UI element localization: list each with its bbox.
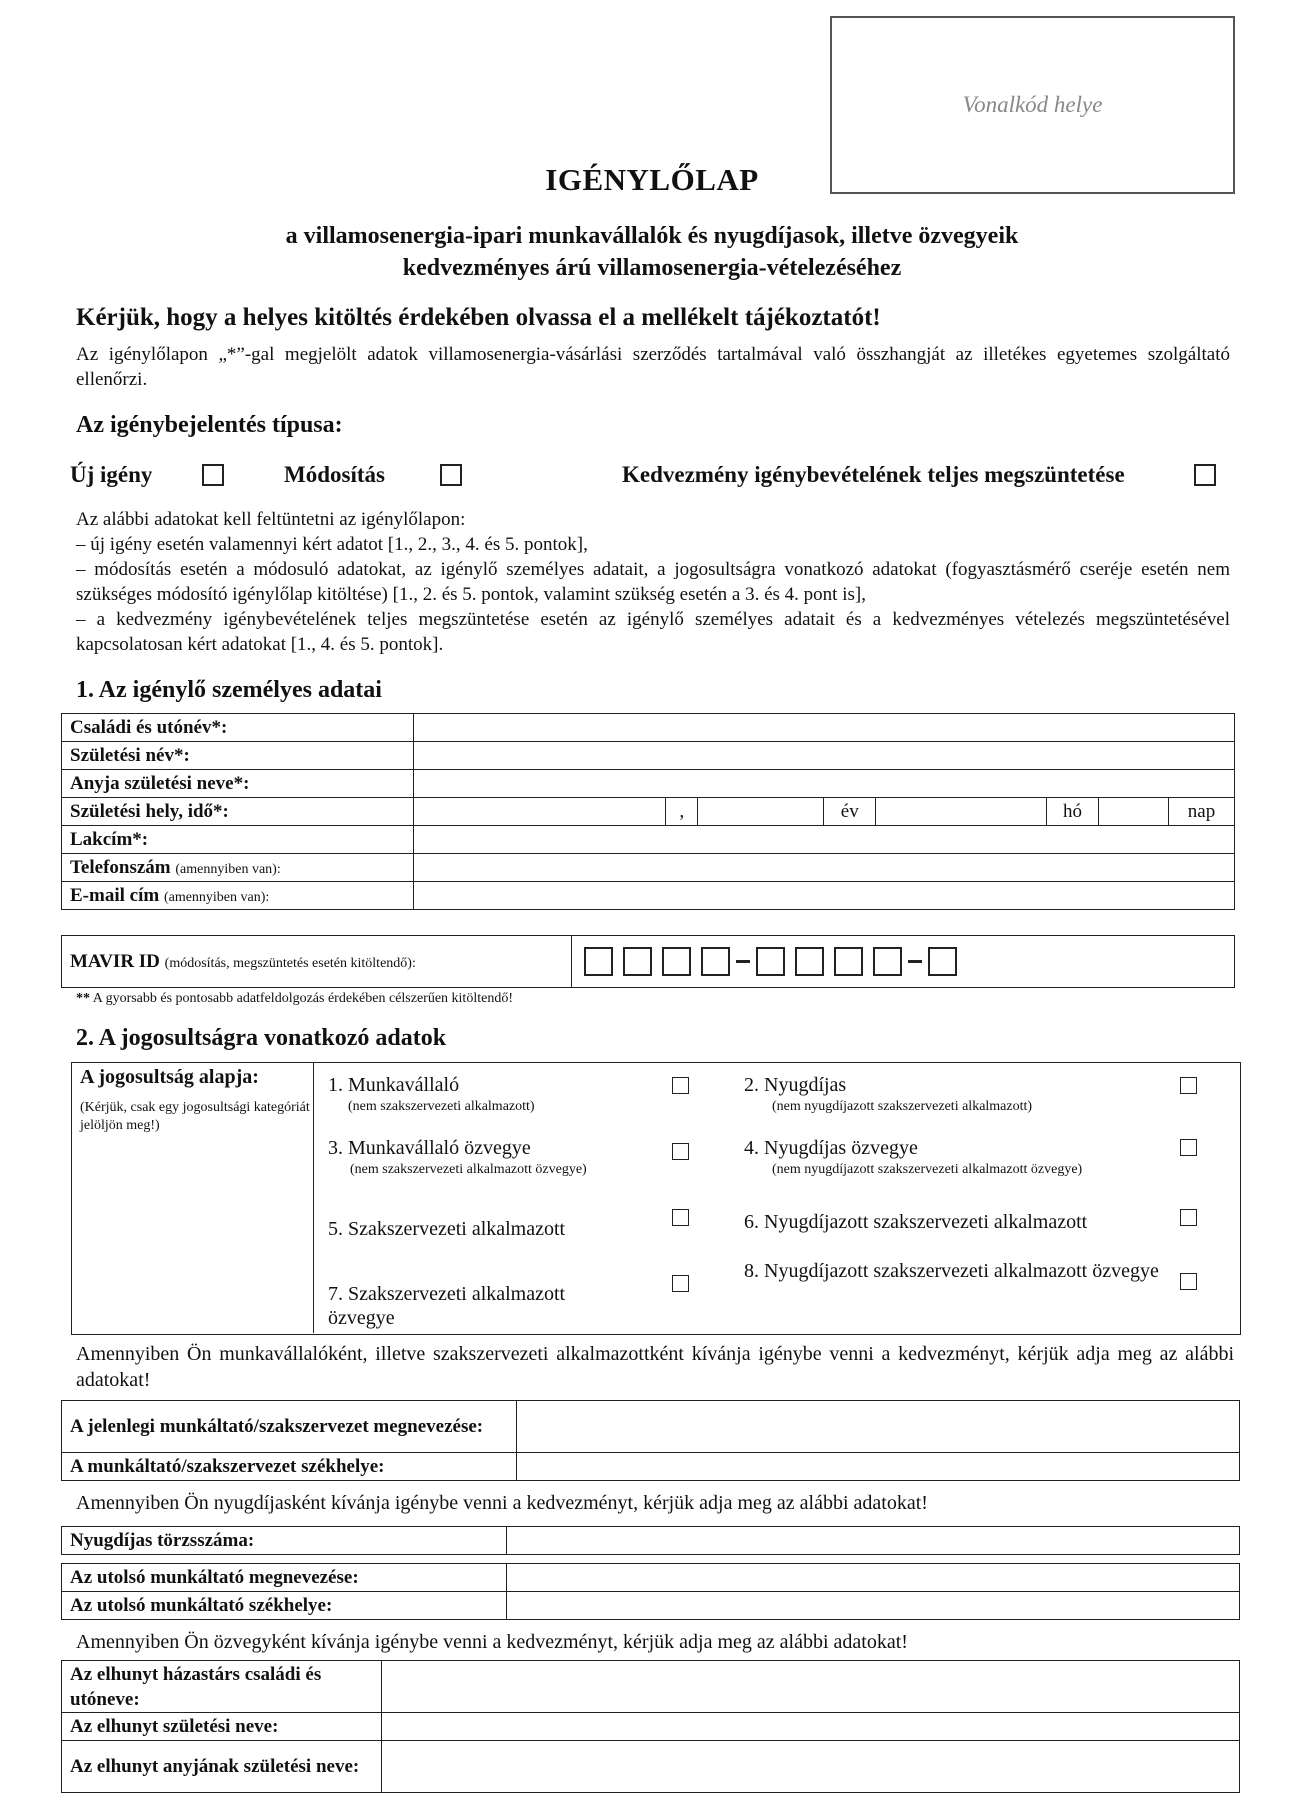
mavir-digit-box[interactable] (928, 947, 957, 976)
pension-id-label: Nyugdíjas törzsszáma: (62, 1527, 507, 1555)
table-row (62, 882, 1235, 910)
eligibility-basis-hint: (Kérjük, csak egy jogosultsági kategóriát jelöljön meg!) (80, 1100, 310, 1133)
option-3-sub: (nem szakszervezeti alkalmazott özvegye) (350, 1162, 587, 1177)
option-1-label: 1. Munkavállaló (328, 1074, 460, 1096)
full-name-label: Családi és utónév*: (62, 714, 414, 742)
employer-seat-field[interactable] (517, 1453, 1240, 1481)
table-row (62, 798, 1235, 826)
notice-text: Az igénylőlapon „*”-gal megjelölt adatok villamosenergia-vásárlási szerződés tartalmával való összhangját az illetékes egyetemes szolgáltató ellenőrzi. (76, 344, 1230, 390)
table-row (62, 714, 1235, 742)
last-employer-seat-label: Az utolsó munkáltató székhelye: (62, 1592, 507, 1620)
instruction-line: – új igény esetén valamennyi kért adatot [1., 2., 3., 4. és 5. pontok], (76, 534, 588, 555)
table-row (62, 770, 1235, 798)
option-2-label: 2. Nyugdíjas (744, 1074, 847, 1096)
request-type-modify (284, 462, 385, 488)
option-7-checkbox[interactable] (672, 1275, 689, 1292)
request-type-terminate-checkbox[interactable] (1194, 464, 1216, 486)
option-4-checkbox[interactable] (1180, 1139, 1197, 1156)
mavir-digit-box[interactable] (584, 947, 613, 976)
deceased-birth-name-label: Az elhunyt születési neve: (62, 1713, 382, 1741)
request-type-new-checkbox[interactable] (202, 464, 224, 486)
table-row (62, 854, 1235, 882)
mavir-digit-box[interactable] (795, 947, 824, 976)
option-5-checkbox[interactable] (672, 1209, 689, 1226)
table-row (62, 742, 1235, 770)
eligibility-box (71, 1062, 1241, 1335)
pensioner-table (61, 1563, 1240, 1620)
birth-name-field[interactable] (413, 742, 1234, 770)
table-row (62, 1527, 1240, 1555)
email-label-text: E-mail cím (70, 884, 160, 906)
request-type-new-label: Új igény (70, 462, 153, 487)
table-row (62, 1564, 1240, 1592)
birth-year-suffix: év (824, 798, 876, 826)
option-7-label: 7. Szakszervezeti alkalmazott özvegye (328, 1283, 566, 1329)
personal-data-table (61, 713, 1235, 910)
request-type-heading: Az igénybejelentés típusa: (76, 412, 343, 438)
instruction-line: – a kedvezmény igénybevételének teljes megszüntetése esetén az igénylő személyes adatait és a kedvezményes vételezés megszüntetésével kapcsolatosan kért adatokat [1., 4. és 5. pontok]. (76, 609, 1230, 655)
table-row (62, 1401, 1240, 1453)
mother-name-label: Anyja születési neve*: (62, 770, 414, 798)
mavir-label-text: MAVIR ID (70, 950, 160, 972)
option-3-checkbox[interactable] (672, 1143, 689, 1160)
option-2-sub: (nem nyugdíjazott szakszervezeti alkalmazott) (772, 1099, 1033, 1114)
widow-table (61, 1660, 1240, 1793)
footnote-mark: ** (76, 991, 90, 1006)
option-6-checkbox[interactable] (1180, 1209, 1197, 1226)
phone-label-text: Telefonszám (70, 856, 171, 878)
phone-label (62, 854, 414, 882)
table-row (62, 1592, 1240, 1620)
mavir-separator (908, 960, 922, 963)
employer-name-label: A jelenlegi munkáltató/szakszervezet megnevezése: (62, 1401, 517, 1453)
deceased-mother-name-field[interactable] (382, 1741, 1240, 1793)
table-row (62, 1741, 1240, 1793)
birth-name-label: Születési név*: (62, 742, 414, 770)
notice-heading: Kérjük, hogy a helyes kitöltés érdekében olvassa el a mellékelt tájékoztatót! (76, 304, 881, 331)
mavir-hint: (módosítás, megszüntetés esetén kitöltendő): (164, 955, 416, 971)
request-type-modify-checkbox[interactable] (440, 464, 462, 486)
barcode-placeholder: Vonalkód helye (962, 92, 1103, 117)
employer-seat-label: A munkáltató/szakszervezet székhelye: (62, 1453, 517, 1481)
birth-month-field[interactable] (876, 798, 1047, 826)
option-8-checkbox[interactable] (1180, 1273, 1197, 1290)
instructions (76, 507, 1230, 657)
widow-intro: Amennyiben Ön özvegyként kívánja igénybe venni a kedvezményt, kérjük adja meg az alábbi adatokat! (76, 1631, 908, 1653)
birth-day-suffix: nap (1168, 798, 1234, 826)
pensioner-id-table (61, 1526, 1240, 1555)
eligibility-basis-label: A jogosultság alapja: (80, 1066, 259, 1088)
option-6-label: 6. Nyugdíjazott szakszervezeti alkalmazott (744, 1211, 1088, 1233)
birth-year-field[interactable] (698, 798, 824, 826)
table-row (62, 1661, 1240, 1713)
option-5-label: 5. Szakszervezeti alkalmazott (328, 1218, 566, 1240)
option-4-label: 4. Nyugdíjas özvegye (744, 1137, 918, 1159)
request-type-terminate (622, 462, 1125, 488)
deceased-birth-name-field[interactable] (382, 1713, 1240, 1741)
option-1-sub: (nem szakszervezeti alkalmazott) (348, 1099, 535, 1114)
mavir-label (62, 936, 572, 988)
option-3-label: 3. Munkavállaló özvegye (328, 1137, 531, 1159)
option-2-checkbox[interactable] (1180, 1077, 1197, 1094)
last-employer-name-field[interactable] (507, 1564, 1240, 1592)
birth-place-date-label: Születési hely, idő*: (62, 798, 414, 826)
email-hint: (amennyiben van): (163, 889, 270, 905)
full-name-field[interactable] (413, 714, 1234, 742)
mother-name-field[interactable] (413, 770, 1234, 798)
mavir-digit-box[interactable] (756, 947, 785, 976)
request-type-terminate-label: Kedvezmény igénybevételének teljes megszüntetése (622, 462, 1125, 487)
table-row (62, 1713, 1240, 1741)
deceased-mother-name-label: Az elhunyt anyjának születési neve: (62, 1741, 382, 1793)
option-4-sub: (nem nyugdíjazott szakszervezeti alkalmazott özvegye) (772, 1162, 1083, 1177)
mavir-footnote (76, 991, 513, 1007)
mavir-digit-box[interactable] (662, 947, 691, 976)
request-type-modify-label: Módosítás (284, 462, 385, 487)
page-title: IGÉNYLŐLAP (545, 162, 759, 197)
birth-day-field[interactable] (1099, 798, 1169, 826)
address-field[interactable] (413, 826, 1234, 854)
birth-comma: , (666, 798, 698, 826)
instruction-line: Az alábbi adatokat kell feltüntetni az igénylőlapon: (76, 509, 466, 530)
table-row (62, 826, 1235, 854)
deceased-name-field[interactable] (382, 1661, 1240, 1713)
employer-name-field[interactable] (517, 1401, 1240, 1453)
employee-table (61, 1400, 1240, 1481)
footnote-text: A gyorsabb és pontosabb adatfeldolgozás érdekében célszerűen kitöltendő! (92, 991, 513, 1006)
subtitle-line-2: kedvezményes árú villamosenergia-vételezéséhez (402, 255, 902, 281)
birth-month-suffix: hó (1047, 798, 1099, 826)
phone-hint: (amennyiben van): (175, 861, 281, 877)
mavir-digit-box[interactable] (834, 947, 863, 976)
address-label: Lakcím*: (62, 826, 414, 854)
option-8-label: 8. Nyugdíjazott szakszervezeti alkalmazott özvegye (744, 1260, 1159, 1282)
mavir-separator (736, 960, 750, 963)
section1-heading: 1. Az igénylő személyes adatai (76, 677, 382, 703)
mavir-digit-box[interactable] (623, 947, 652, 976)
birth-place-field[interactable] (413, 798, 666, 826)
last-employer-name-label: Az utolsó munkáltató megnevezése: (62, 1564, 507, 1592)
table-row (62, 1453, 1240, 1481)
email-label (62, 882, 414, 910)
option-1-checkbox[interactable] (672, 1077, 689, 1094)
pension-id-field[interactable] (507, 1527, 1240, 1555)
request-type-new (70, 462, 152, 488)
phone-field[interactable] (413, 854, 1234, 882)
deceased-name-label: Az elhunyt házastárs családi és utóneve: (62, 1661, 382, 1713)
mavir-digit-box[interactable] (701, 947, 730, 976)
instruction-line: – módosítás esetén a módosuló adatokat, az igénylő személyes adatait, a jogosultságra vonatkozó adatokat (fogyasztásmérő cseréje esetén nem szükséges módosító igénylőlap kitöltése) [1., 2. és 5. pontok, valamint szükség esetén a 3. és 4. pont is], (76, 559, 1230, 605)
employee-intro: Amennyiben Ön munkavállalóként, illetve szakszervezeti alkalmazottként kívánja igénybe venni a kedvezményt, kérjük adja meg az alábbi adatokat! (76, 1343, 1234, 1391)
page-subtitle (100, 220, 1204, 284)
email-field[interactable] (413, 882, 1234, 910)
table-row (62, 936, 1235, 988)
section2-heading: 2. A jogosultságra vonatkozó adatok (76, 1025, 447, 1051)
subtitle-line-1: a villamosenergia-ipari munkavállalók és nyugdíjasok, illetve özvegyeik (285, 223, 1019, 249)
mavir-id-input[interactable] (572, 936, 1235, 988)
last-employer-seat-field[interactable] (507, 1592, 1240, 1620)
mavir-digit-box[interactable] (873, 947, 902, 976)
pensioner-intro: Amennyiben Ön nyugdíjasként kívánja igénybe venni a kedvezményt, kérjük adja meg az alábbi adatokat! (76, 1492, 928, 1514)
mavir-table (61, 935, 1235, 988)
